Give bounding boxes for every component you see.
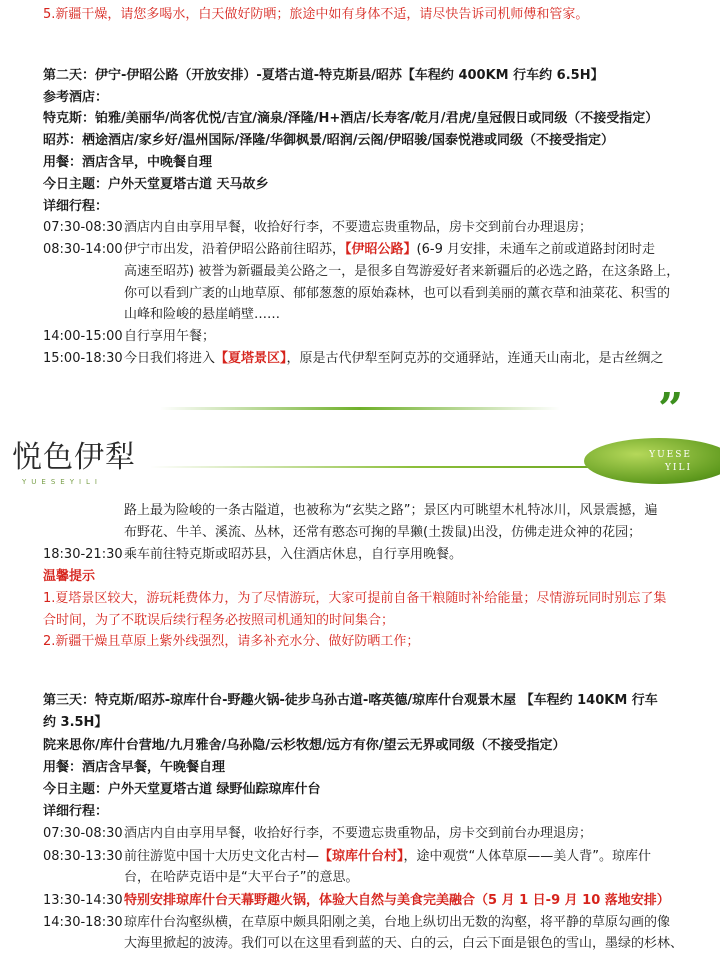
- schedule-text-part: ，原是古代伊犁至阿克苏的交通驿站，连通天山南北，是古丝绸之: [286, 351, 664, 366]
- schedule-time: 08:30-13:30: [43, 849, 123, 864]
- schedule-text-continued: 山峰和险峻的悬崖峭壁……: [124, 307, 281, 322]
- highlight-qiongkushitai-village: 【琼库什台村】: [319, 849, 404, 864]
- schedule-text: 乘车前往特克斯或昭苏县，入住酒店休息，自行享用晚餐。: [124, 547, 463, 562]
- schedule-text-continued: 你可以看到广袤的山地草原、郁郁葱葱的原始森林，也可以看到美丽的薰衣草和油菜花、积雪的: [124, 286, 671, 301]
- day2-hotel-tekesi: 特克斯：铂雅/美丽华/尚客优悦/吉宜/滴泉/泽隆/H+酒店/长寿客/乾月/君虎/皇冠假日或同级（不接受指定）: [43, 111, 659, 126]
- page-divider: [160, 407, 560, 410]
- schedule-time: 07:30-08:30: [43, 220, 123, 235]
- schedule-text: 琼库什台沟壑纵横，在草原中颇具阳刚之美，台地上纵切出无数的沟壑，将平静的草原勾画的像: [124, 915, 671, 930]
- schedule-time: 14:00-15:00: [43, 329, 123, 344]
- day3-theme: 今日主题：户外天堂夏塔古道 绿野仙踪琼库什台: [43, 782, 321, 797]
- schedule-text-part: 今日我们将进入: [124, 351, 216, 366]
- schedule-text-continued: 高速至昭苏) 被誉为新疆最美公路之一，是很多自驾游爱好者来新疆后的必选之路，在这条路上，: [124, 264, 680, 279]
- badge-line: YUESE: [649, 450, 692, 460]
- day2-theme: 今日主题：户外天堂夏塔古道 天马故乡: [43, 177, 269, 192]
- schedule-text-part: ，途中观赏“人体草原——美人背”。琼库什: [403, 849, 652, 864]
- tips-title: 温馨提示: [43, 569, 96, 584]
- schedule-text: 酒店内自由享用早餐，收拾好行李，不要遗忘贵重物品，房卡交到前台办理退房；: [124, 826, 593, 841]
- schedule-time: 15:00-18:30: [43, 351, 123, 366]
- schedule-text-continued: 台，在哈萨克语中是“大平台子”的意思。: [124, 870, 359, 885]
- banner-subtitle: YUESEYILI: [22, 478, 102, 486]
- schedule-text-part: 前往游览中国十大历史文化古村—: [124, 849, 320, 864]
- schedule-time: 14:30-18:30: [43, 915, 123, 930]
- day2-hotel-zhaosu: 昭苏：栖途酒店/家乡好/温州国际/泽隆/华御枫景/昭润/云阁/伊昭骏/国泰悦港或同级（不接受指定）: [43, 133, 614, 148]
- highlight-yizhao-road: 【伊昭公路】: [345, 242, 417, 257]
- schedule-text-part: (6-9 月安排，未通车之前或道路封闭时走: [416, 242, 655, 257]
- highlight-xiata-scenic: 【夏塔景区】: [215, 351, 287, 366]
- schedule-text: 自行享用午餐；: [124, 329, 216, 344]
- day2-itinerary-label: 详细行程：: [43, 199, 109, 214]
- day3-itinerary-label: 详细行程：: [43, 804, 109, 819]
- travel-tip-note: 5.新疆干燥，请您多喝水，白天做好防晒；旅途中如有身体不适，请尽快告诉司机师傅和管家。: [43, 7, 589, 22]
- schedule-text: [124, 848, 651, 866]
- schedule-time: 07:30-08:30: [43, 826, 123, 841]
- day3-meals: 用餐：酒店含早餐，午晚餐自理: [43, 760, 226, 775]
- schedule-time: 18:30-21:30: [43, 547, 123, 562]
- day3-title: 第三天：特克斯/昭苏-琼库什台-野趣火锅-徒步乌孙古道-喀英德/琼库什台观景木屋 【车程约 140KM 行车: [43, 693, 658, 708]
- schedule-text-part: 伊宁市出发，沿着伊昭公路前往昭苏，: [124, 242, 346, 257]
- banner-divider: [150, 466, 590, 468]
- schedule-text: [124, 241, 655, 259]
- day2-hotel-label: 参考酒店：: [43, 90, 109, 105]
- tip-item: 2.新疆干燥且草原上紫外线强烈，请多补充水分、做好防晒工作；: [43, 634, 420, 649]
- schedule-time: 08:30-14:00: [43, 242, 123, 257]
- tip-item: 1.夏塔景区较大，游玩耗费体力，为了尽情游玩，大家可提前自备干粮随时补给能量；尽情游玩同时别忘了集: [43, 591, 667, 606]
- schedule-text-highlight: 特别安排琼库什台天幕野趣火锅，体验大自然与美食完美融合（5 月 1 日-9 月 10 落地安排）: [124, 893, 670, 908]
- schedule-time: 13:30-14:30: [43, 893, 123, 908]
- day2-meals: 用餐：酒店含早，中晚餐自理: [43, 155, 213, 170]
- day3-title-continued: 约 3.5H】: [43, 715, 108, 730]
- day3-hotel: 院来思你/库什台营地/九月雅舍/乌孙隐/云杉牧想/远方有你/望云无界或同级（不接受指定）: [43, 738, 566, 753]
- schedule-text: 酒店内自由享用早餐，收拾好行李，不要遗忘贵重物品，房卡交到前台办理退房；: [124, 220, 593, 235]
- quote-icon: ”: [658, 384, 680, 435]
- day2-title: 第二天：伊宁-伊昭公路（开放安排）-夏塔古道-特克斯县/昭苏【车程约 400KM 行车约 6.5H】: [43, 68, 604, 83]
- schedule-text-continued: 大海里掀起的波涛。我们可以在这里看到蓝的天、白的云，白云下面是银色的雪山，墨绿的杉林、: [124, 936, 684, 951]
- badge-line: YILI: [664, 463, 692, 473]
- schedule-text: [124, 350, 664, 368]
- banner-title: 悦色伊犁: [12, 440, 136, 475]
- tip-item: 合时间，为了不耽误后续行程务必按照司机通知的时间集合；: [43, 613, 395, 628]
- schedule-text-continued: 布野花、牛羊、溪流、丛林，还常有憨态可掬的旱獭(土拨鼠)出没，仿佛走进众神的花园；: [124, 525, 642, 540]
- badge-text: [622, 449, 692, 475]
- schedule-text-continued: 路上最为险峻的一条古隘道，也被称为“玄奘之路”；景区内可眺望木札特冰川，风景震撼，遍: [124, 503, 658, 518]
